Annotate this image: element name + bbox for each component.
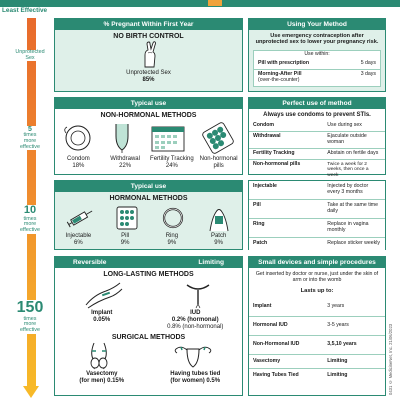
least-effective-label: Least Effective (2, 7, 48, 14)
perfect-use-panel (248, 97, 386, 178)
panel-header: Typical use (55, 181, 242, 192)
tier-line: more (23, 321, 37, 328)
unprotected-tier (2, 50, 58, 61)
tier-line: times (23, 315, 37, 322)
unprotected-sex-label: Unprotected Sex (126, 70, 171, 76)
top-banner (0, 0, 400, 7)
tubes-label: Having tubes tied (for women) 0.5% (170, 370, 221, 384)
limiting-label: Limiting (198, 259, 224, 266)
table-row: Fertility Tracking Abstain on fertile days (249, 149, 385, 160)
table-row: Withdrawal Ejaculate outside woman (249, 132, 385, 149)
patch-icon (206, 204, 232, 232)
table-row: Injectable Injected by doctor every 3 months (249, 181, 385, 200)
method-label: Condom 18% (67, 156, 90, 169)
table-row: Having Tubes Tied Limiting (253, 372, 348, 379)
calendar-icon (151, 121, 185, 155)
banner-accent (208, 0, 222, 6)
row-key: Pill with prescription (258, 59, 310, 66)
method-labels (55, 156, 242, 170)
method-label: Non-hormonal pills (199, 156, 238, 169)
vasectomy-icon (84, 341, 114, 371)
table-row: Vasectomy Limiting (249, 355, 385, 370)
withdrawal-icon (110, 121, 134, 155)
long-icons (55, 278, 242, 310)
surgical-icons (55, 341, 242, 371)
tier-line: effective (20, 327, 40, 334)
tier-150 (2, 300, 58, 334)
panel-header (55, 257, 242, 268)
hormonal-table (249, 181, 385, 250)
iud-label: IUD 0.2% (hormonal) 0.8% (non-hormonal) (167, 310, 224, 330)
long-labels (55, 310, 242, 331)
tier-number: 5 (28, 126, 32, 133)
method-icons (55, 204, 242, 232)
perfect-table (249, 121, 385, 180)
section-title: SURGICAL METHODS (111, 333, 186, 341)
small-devices-panel (248, 256, 386, 396)
method-label: Pill 9% (120, 233, 130, 246)
tier-line: effective (20, 226, 40, 233)
condom-icon (63, 121, 93, 155)
arrow-head-icon (23, 386, 39, 398)
tier-line: more (23, 221, 37, 228)
table-row (254, 59, 380, 70)
table-row: Implant 3 years (249, 298, 385, 317)
section-title: NON-HORMONAL METHODS (100, 112, 197, 119)
section-title: LONG-LASTING METHODS (103, 271, 194, 278)
method-label: Ring 9% (165, 233, 179, 246)
lasts-label: Lasts up to: (300, 287, 334, 294)
small-intro: Get inserted by doctor or nurse, just under the skin of arm or into the womb (255, 271, 379, 283)
hormonal-panel (54, 180, 243, 250)
credit-line: 0431 © MedicineNet, Inc. 21/06/2023 (388, 323, 393, 395)
method-label: Injectable 6% (65, 233, 92, 246)
hormonal-info-panel (248, 180, 386, 250)
arm-implant-icon (84, 278, 124, 310)
panel-header: Using Your Method (249, 19, 385, 30)
tier-line: Unprotected (15, 49, 45, 55)
long-lasting-panel (54, 256, 243, 396)
tubes-tied-icon (173, 341, 213, 371)
panel-header: Small devices and simple procedures (249, 257, 385, 268)
tier-line: Sex (25, 54, 35, 61)
pills-icon (202, 121, 234, 155)
table-row: Pill Take at the same time daily (249, 200, 385, 219)
pill-pack-icon (115, 204, 139, 232)
row-value: 3 days (360, 70, 376, 77)
table-row: Non-hormonal pills Twice a week for 2 weeks, then once a week (253, 160, 369, 178)
method-label: Fertility Tracking 24% (150, 156, 194, 169)
small-table (249, 298, 385, 384)
emergency-intro: Use emergency contraception after unprotected sex to lower your pregnancy risk. (255, 33, 379, 46)
tier-line: times (23, 215, 37, 222)
method-labels (55, 233, 242, 247)
tier-line: times (23, 132, 37, 139)
tier-number: 150 (16, 299, 44, 316)
tier-5 (2, 126, 58, 150)
crossed-fingers-icon (55, 40, 242, 70)
reversible-label: Reversible (73, 259, 107, 266)
non-hormonal-panel (54, 97, 243, 175)
tier-number: 10 (23, 204, 37, 216)
tier-10 (2, 205, 58, 234)
table-row: Condom Use during sex (249, 121, 385, 132)
panel-header: % Pregnant Within First Year (55, 19, 242, 30)
panel-header: Perfect use of method (249, 98, 385, 109)
method-icons (55, 121, 242, 155)
use-within-label: Use within: (304, 50, 330, 57)
tier-line: effective (20, 143, 40, 150)
row-sub: (over-the-counter) (258, 76, 300, 83)
emergency-table (253, 50, 381, 87)
syringe-icon (65, 204, 95, 232)
table-row: Ring Replace in vagina monthly (249, 219, 385, 238)
table-row: Hormonal IUD 3-5 years (249, 317, 385, 336)
condom-intro: Always use condoms to prevent STIs. (263, 112, 371, 118)
vasectomy-label: Vasectomy (for men) 0.15% (79, 370, 125, 384)
iud-icon (183, 278, 213, 310)
method-label: Patch 9% (210, 233, 227, 246)
tier-line: more (23, 138, 37, 145)
implant-label: Implant 0.05% (91, 310, 113, 323)
section-title: HORMONAL METHODS (109, 195, 188, 202)
row-value: 5 days (360, 59, 376, 66)
table-row (254, 70, 380, 86)
unprotected-sex-pct: 85% (142, 76, 155, 83)
row-key: Morning-After Pill (258, 70, 302, 77)
no-birth-control-panel (54, 18, 243, 92)
section-title: NO BIRTH CONTROL (113, 33, 184, 40)
panel-header: Typical use (55, 98, 242, 109)
table-row: Non-Hormonal IUD 3,5,10 years (249, 336, 385, 355)
using-your-method-panel (248, 18, 386, 92)
method-label: Withdrawal 22% (110, 156, 140, 169)
ring-icon (160, 204, 186, 232)
table-row: Patch Replace sticker weekly (253, 239, 381, 246)
surgical-labels (55, 371, 242, 385)
